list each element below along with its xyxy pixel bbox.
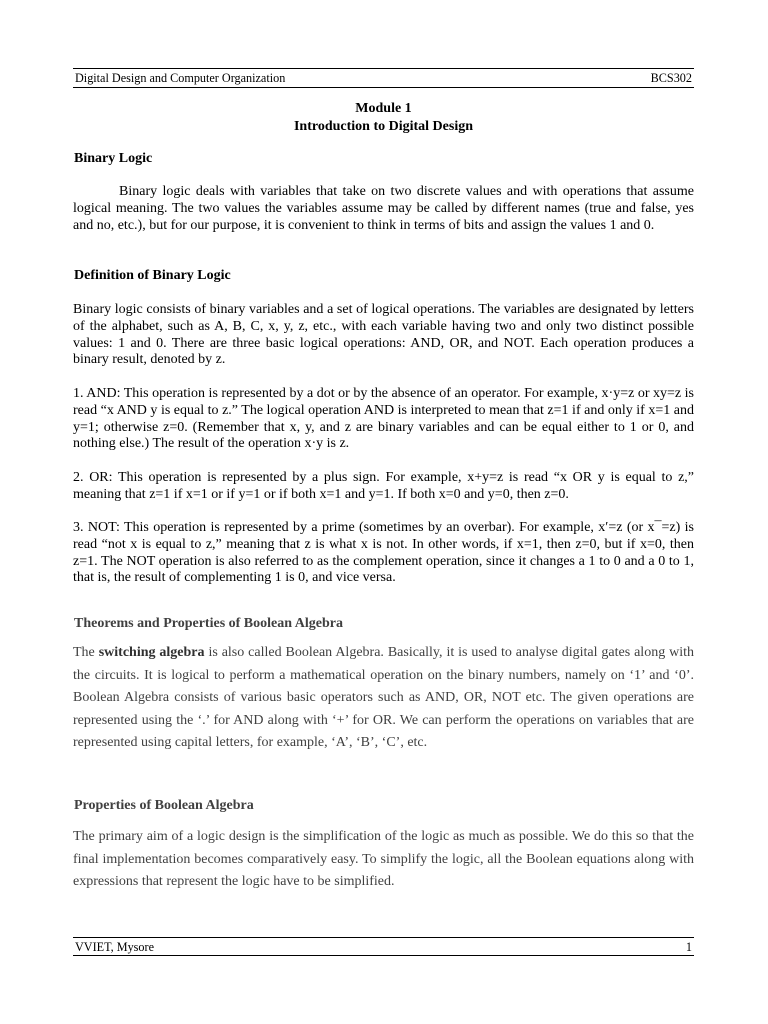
course-title: Digital Design and Computer Organization <box>75 71 286 85</box>
course-code: BCS302 <box>650 71 692 85</box>
definition-paragraph: Binary logic consists of binary variables and a set of logical operations. The variables are designated by letters of the alphabet, such as A, B, C, x, y, z, etc., with each variable having two and only two distinct possible values: 1 and 0. There are three basic logical operations: AND, OR, and NOT. Each operation produces a binary result, denoted by z. <box>73 302 694 368</box>
not-operation-paragraph: 3. NOT: This operation is represented by a prime (sometimes by an overbar). For example, x′=z (or x¯=z) is read “not x is equal to z,” meaning that z is what x is not. In other words, if x=1, then z=0, but if x=0, then z=1. The NOT operation is also referred to as the complement operation, since it changes a 1 to 0 and a 0 to 1, that is, the result of complementing 1 is 0, and vice versa. <box>73 520 694 586</box>
or-operation-paragraph: 2. OR: This operation is represented by a plus sign. For example, x+y=z is read “x OR y is equal to z,” meaning that z=1 if x=1 or if y=1 or if both x=1 and y=1. If both x=0 and y=0, then z=0. <box>73 470 694 502</box>
document-page <box>73 0 694 1024</box>
theorems-paragraph <box>73 642 694 755</box>
module-subtitle: Introduction to Digital Design <box>293 119 474 134</box>
page-footer <box>73 937 694 956</box>
institution-name: VVIET, Mysore <box>75 940 154 954</box>
module-number: Module 1 <box>355 101 412 116</box>
page-number: 1 <box>685 940 692 954</box>
definition-heading: Definition of Binary Logic <box>74 268 231 283</box>
page-header <box>73 68 694 88</box>
binary-logic-heading: Binary Logic <box>74 151 153 166</box>
properties-heading: Properties of Boolean Algebra <box>74 798 254 813</box>
properties-paragraph: The primary aim of a logic design is the simplification of the logic as much as possible. We do this so that the final implementation becomes comparatively easy. To simplify the logic, all the Boolean equations along with expressions that represent the logic have to be simplified. <box>73 829 694 889</box>
theorems-text-prefix: The <box>73 645 99 660</box>
binary-logic-paragraph: Binary logic deals with variables that take on two discrete values and with operations that assume logical meaning. The two values the variables assume may be called by different names (true and false, yes and no, etc.), but for our purpose, it is convenient to think in terms of bits and assign the values 1 and 0. <box>73 184 694 233</box>
switching-algebra-term: switching algebra <box>98 645 205 660</box>
theorems-text-rest: is also called Boolean Algebra. Basically, it is used to analyse digital gates along with the circuits. It is logical to perform a mathematical operation on the binary numbers, namely on ‘1’ and ‘0’. Boolean Algebra consists of various basic operators such as AND, OR, NOT etc. The given operations are represented using the ‘.’ for AND along with ‘+’ for OR. We can perform the operations on variables that are represented using capital letters, for example, ‘A’, ‘B’, ‘C’, etc. <box>73 645 695 750</box>
and-operation-paragraph: 1. AND: This operation is represented by a dot or by the absence of an operator. For example, x·y=z or xy=z is read “x AND y is equal to z.” The logical operation AND is interpreted to mean that z=1 if and only if x=1 and y=1; otherwise z=0. (Remember that x, y, and z are binary variables and can be equal either to 1 or 0, and nothing else.) The result of the operation x·y is z. <box>73 386 694 452</box>
theorems-heading: Theorems and Properties of Boolean Algebra <box>74 616 343 631</box>
module-title-block <box>73 100 694 136</box>
